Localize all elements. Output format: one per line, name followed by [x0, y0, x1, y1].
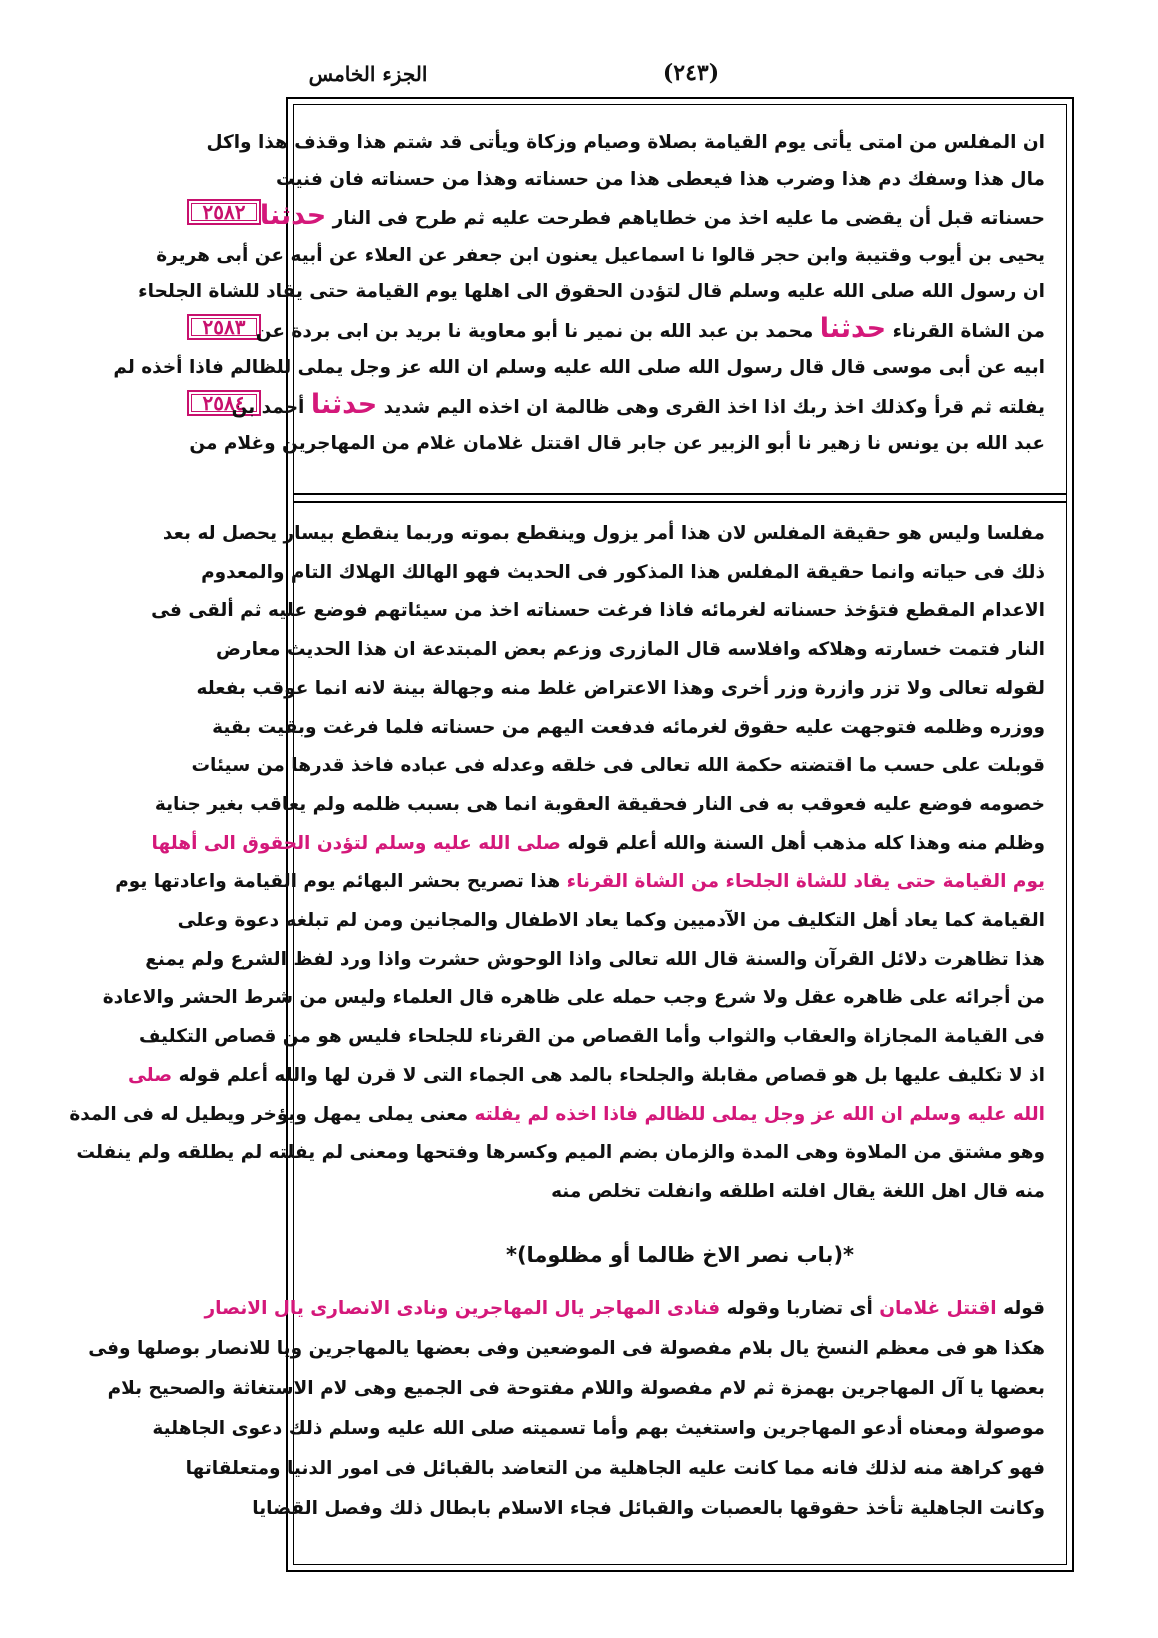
text-line: خصومه فوضع عليه فعوقب به فى النار فحقيقة العقوبة انما هى بسبب ظلمه ولم يعاقب بغير جناية [154, 793, 1045, 815]
highlighted-quote: الله عليه وسلم ان الله عز وجل يملى للظالم فاذا اخذه لم يفلته [474, 1103, 1045, 1125]
text-line: هكذا هو فى معظم النسخ يال بلام مفصولة فى الموضعين وفى بعضها يالمهاجرين ويا للانصار بوصلها وفى [88, 1338, 1045, 1359]
haddathana-marker: حدثنا [819, 312, 887, 344]
text-line: ووزره وظلمه فتوجهت عليه حقوق لغرمائه فدفعت اليهم من حسناته فلما فرغت وبقيت بقية [212, 716, 1045, 738]
text-line: الاعدام المقطع فتؤخذ حسناته لغرمائه فاذا فرغت حسناته اخذ من سيئاتهم فوضع عليه ثم ألقى فى [151, 600, 1045, 622]
text-line: القيامة كما يعاد أهل التكليف من الآدميين وكما يعاد الاطفال والمجانين ومن لم تبلغه دعوة وعلى [177, 910, 1045, 932]
text-line: وظلم منه وهذا كله مذهب أهل السنة والله أعلم قوله صلى الله عليه وسلم لتؤدن الحقوق الى أهلها [151, 832, 1045, 854]
text-line: موصولة ومعناه أدعو المهاجرين واستغيث بهم وأما تسميته صلى الله عليه وسلم ذلك دعوى الجاهلية [152, 1418, 1045, 1439]
text-line: فى القيامة المجازاة والعقاب والثواب وأما القصاص من القرناء للجلحاء فليس هو من قصاص التكليف [138, 1026, 1045, 1048]
text-line: ابيه عن أبى موسى قال قال رسول الله صلى الله عليه وسلم ان الله عز وجل يملى للظالم فاذا أخذه لم [113, 357, 1045, 378]
text-line: هذا تظاهرت دلائل القرآن والسنة قال الله تعالى واذا الوحوش حشرت واذا ورد لفظ الشرع ولم يمنع [145, 948, 1045, 970]
text-line: وكانت الجاهلية تأخذ حقوقها بالعصبات والقبائل فجاء الاسلام بابطال ذلك وفصل القضايا [252, 1498, 1045, 1519]
text-line: ان المفلس من امتى يأتى يوم القيامة بصلاة وصيام وزكاة ويأتى قد شتم هذا وقذف هذا واكل [206, 132, 1045, 153]
text-line: مال هذا وسفك دم هذا وضرب هذا فيعطى هذا من حسناته وهذا من حسناته فان فنيت [276, 168, 1045, 190]
highlighted-quote: اقتتل غلامان [879, 1298, 997, 1319]
text-line: لقوله تعالى ولا تزر وازرة وزر أخرى وهذا الاعتراض غلط منه وجهالة بينة لانه انما عوقب بفعله [196, 677, 1045, 699]
text-line: اذ لا تكليف عليها بل هو قصاص مقابلة والجلحاء بالمد هى الجماء التى لا قرن لها والله أعلم قوله صلى [127, 1064, 1045, 1086]
text-line: قوله اقتتل غلامان أى تضاربا وقوله فنادى المهاجر يال المهاجرين ونادى الانصارى يال الانصار [204, 1298, 1045, 1319]
text-line: النار فتمت خسارته وهلاكه وافلاسه قال المازرى وزعم بعض المبتدعة ان هذا الحديث معارض [216, 639, 1045, 661]
hadith-number-box: ٢٥٨٣ [187, 314, 261, 340]
volume-title: الجزء الخامس [308, 62, 428, 86]
text-line: منه قال اهل اللغة يقال افلته اطلقه وانفلت تخلص منه [551, 1180, 1045, 1202]
section-divider [293, 501, 1067, 503]
text-line: ذلك فى حياته وانما حقيقة المفلس هذا المذكور فى الحديث فهو الهالك الهلاك التام والمعدوم [201, 561, 1045, 583]
hadith-number-box: ٢٥٨٢ [187, 199, 261, 225]
haddathana-marker: حدثنا [310, 388, 378, 420]
commentary-text [69, 515, 1045, 1212]
section-divider [293, 493, 1067, 495]
chapter-title: *(باب نصر الاخ ظالما أو مظلوما)* [505, 1243, 855, 1267]
text-line: الله عليه وسلم ان الله عز وجل يملى للظالم فاذا اخذه لم يفلته معنى يملى يمهل ويؤخر ويطيل له فى المدة [69, 1103, 1045, 1125]
page-number: (٢٤٣) [662, 60, 720, 86]
text-line: من أجرائه على ظاهره عقل ولا شرع وجب حمله على ظاهره قال العلماء وليس من شرط الحشر والاعادة [102, 987, 1045, 1009]
text-line: قوبلت على حسب ما اقتضته حكمة الله تعالى فى خلقه وعدله فى عباده فاخذ قدرها من سيئات [191, 755, 1045, 777]
hadith-number-box: ٢٥٨٤ [187, 390, 261, 416]
highlighted-quote: صلى [127, 1064, 173, 1086]
highlighted-quote: يوم القيامة حتى يقاد للشاة الجلحاء من الشاة القرناء [566, 871, 1045, 893]
highlighted-quote: صلى الله عليه وسلم لتؤدن الحقوق الى أهلها [151, 832, 561, 854]
text-line: يفلته ثم قرأ وكذلك اخذ ربك اذا اخذ القرى وهى ظالمة ان اخذه اليم شديد حدثنا أحمد بن [231, 388, 1045, 420]
text-line: ان رسول الله صلى الله عليه وسلم قال لتؤدن الحقوق الى اهلها يوم القيامة حتى يقاد للشاة الجلحاء [138, 281, 1045, 302]
text-line: فهو كراهة منه لذلك فانه مما كانت عليه الجاهلية من التعاضد بالقبائل فى امور الدنيا ومتعلقاتها [185, 1458, 1045, 1479]
highlighted-quote: فنادى المهاجر يال المهاجرين ونادى الانصارى يال الانصار [204, 1298, 721, 1319]
haddathana-marker: حدثنا [259, 200, 327, 231]
text-line: عبد الله بن يونس نا زهير نا أبو الزبير عن جابر قال اقتتل غلامان غلام من المهاجرين وغلام من [189, 433, 1045, 454]
text-line: يحيى بن أيوب وقتيبة وابن حجر قالوا نا اسماعيل يعنون ابن جعفر عن العلاء عن أبيه عن أبى هريرة [156, 244, 1045, 266]
text-line: يوم القيامة حتى يقاد للشاة الجلحاء من الشاة القرناء هذا تصريح بحشر البهائم يوم القيامة واعادتها يوم [115, 871, 1045, 893]
chapter-commentary [88, 1289, 1045, 1529]
text-line: وهو مشتق من الملاوة وهى المدة والزمان بضم الميم وكسرها وفتحها ومعنى لم يفلته لم يطلقه ولم ينفلت [76, 1142, 1045, 1164]
text-line: حسناته قبل أن يقضى ما عليه اخذ من خطاياهم فطرحت عليه ثم طرح فى النار حدثنا [259, 200, 1045, 231]
text-line: مفلسا وليس هو حقيقة المفلس لان هذا أمر يزول وينقطع بموته وربما ينقطع بيسار يحصل له بعد [162, 523, 1045, 544]
text-line: من الشاة القرناء حدثنا محمد بن عبد الله بن نمير نا أبو معاوية نا بريد بن ابى بردة عن [255, 312, 1045, 344]
text-line: بعضها يا آل المهاجرين بهمزة ثم لام مفصولة واللام مفتوحة فى الجميع وهى لام الاستغاثة والصحيح بلام [107, 1378, 1045, 1399]
